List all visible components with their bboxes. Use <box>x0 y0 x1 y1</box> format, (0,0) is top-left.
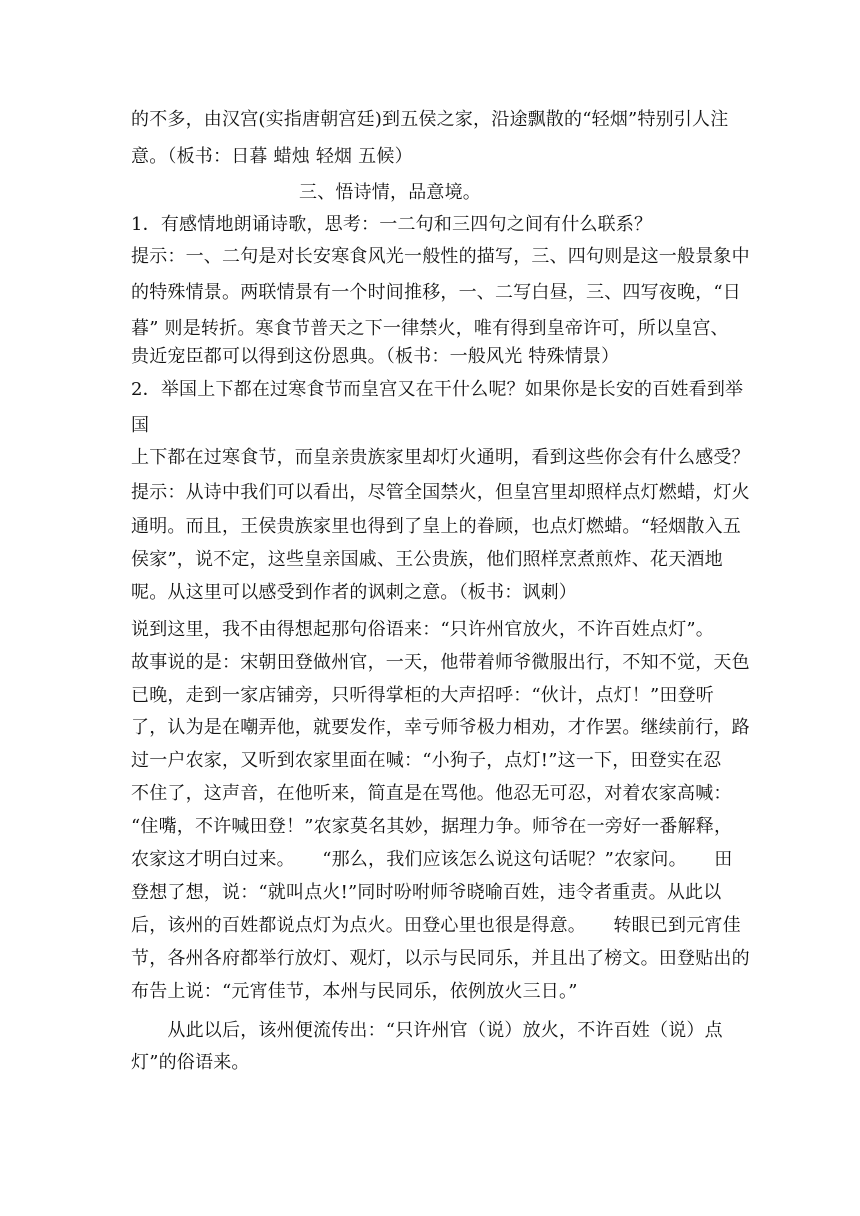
text-line: 意。（板书：日暮 蜡烛 轻烟 五候） <box>131 146 413 167</box>
text-line: 国 <box>131 415 150 436</box>
text-line: 的不多，由汉宫(实指唐朝宫廷)到五侯之家，沿途飘散的“轻烟”特别引人注 <box>131 109 729 130</box>
text-line: 侯家”，说不定，这些皇亲国戚、王公贵族，他们照样烹煮煎炸、花天酒地 <box>131 549 723 570</box>
text-line: 提示：一、二句是对长安寒食风光一般性的描写，三、四句则是这一般景象中 <box>131 246 750 267</box>
section-heading: 三、悟诗情，品意境。 <box>299 182 481 203</box>
text-line: 登想了想，说：“就叫点火!”同时吩咐师爷晓喻百姓，违令者重责。从此以 <box>131 882 722 903</box>
text-line: 不住了，这声音，在他听来，简直是在骂他。他忍无可忍，对着农家高喊： <box>131 783 732 804</box>
question-1: 1．有感情地朗诵诗歌，思考：一二句和三四句之间有什么联系？ <box>131 214 653 235</box>
text-line: 上下都在过寒食节，而皇亲贵族家里却灯火通明，看到这些你会有什么感受？ <box>131 447 750 468</box>
text-line: 农家这才明白过来。 “那么，我们应该怎么说这句话呢？”农家问。 田 <box>131 849 733 870</box>
text-line: 节，各州各府都举行放灯、观灯，以示与民同乐，并且出了榜文。田登贴出的 <box>131 948 750 969</box>
text-line: 通明。而且，王侯贵族家里也得到了皇上的眷顾，也点灯燃蜡。“轻烟散入五 <box>131 516 741 537</box>
text-line: 提示：从诗中我们可以看出，尽管全国禁火，但皇宫里却照样点灯燃蜡，灯火 <box>131 482 750 503</box>
text-line: 贵近宠臣都可以得到这份恩典。（板书：一般风光 特殊情景） <box>131 346 620 367</box>
text-line: 呢。从这里可以感受到作者的讽刺之意。（板书：讽刺） <box>131 582 577 603</box>
text-line: 暮” 则是转折。寒食节普天之下一律禁火，唯有得到皇帝许可，所以皇宫、 <box>131 318 729 339</box>
text-line: 故事说的是：宋朝田登做州官，一天，他带着师爷微服出行，不知不觉，天色 <box>131 652 750 673</box>
question-2: 2．举国上下都在过寒食节而皇宫又在干什么呢？如果你是长安的百姓看到举 <box>131 379 744 400</box>
text-line: 灯”的俗语来。 <box>131 1052 250 1073</box>
text-line: 了，认为是在嘲弄他，就要发作，幸亏师爷极力相劝，才作罢。继续前行，路 <box>131 717 750 738</box>
text-line: 说到这里，我不由得想起那句俗语来：“只许州官放火，不许百姓点灯”。 <box>131 619 715 640</box>
text-line: 布告上说：“元宵佳节，本州与民同乐，依例放火三日。” <box>131 981 578 1002</box>
text-line: 从此以后，该州便流传出：“只许州官（说）放火，不许百姓（说）点 <box>131 1020 723 1041</box>
text-line: 过一户农家，又听到农家里面在喊：“小狗子，点灯!”这一下，田登实在忍 <box>131 750 722 771</box>
text-line: 已晚，走到一家店铺旁，只听得掌柜的大声招呼：“伙计，点灯！”田登听 <box>131 685 715 706</box>
text-line: 的特殊情景。两联情景有一个时间推移，一、二写白昼，三、四写夜晚，“日 <box>131 282 741 303</box>
text-line: 后，该州的百姓都说点灯为点火。田登心里也很是得意。 转眼已到元宵佳 <box>131 915 741 936</box>
text-line: “住嘴，不许喊田登！”农家莫名其妙，据理力争。师爷在一旁好一番解释， <box>131 816 733 837</box>
